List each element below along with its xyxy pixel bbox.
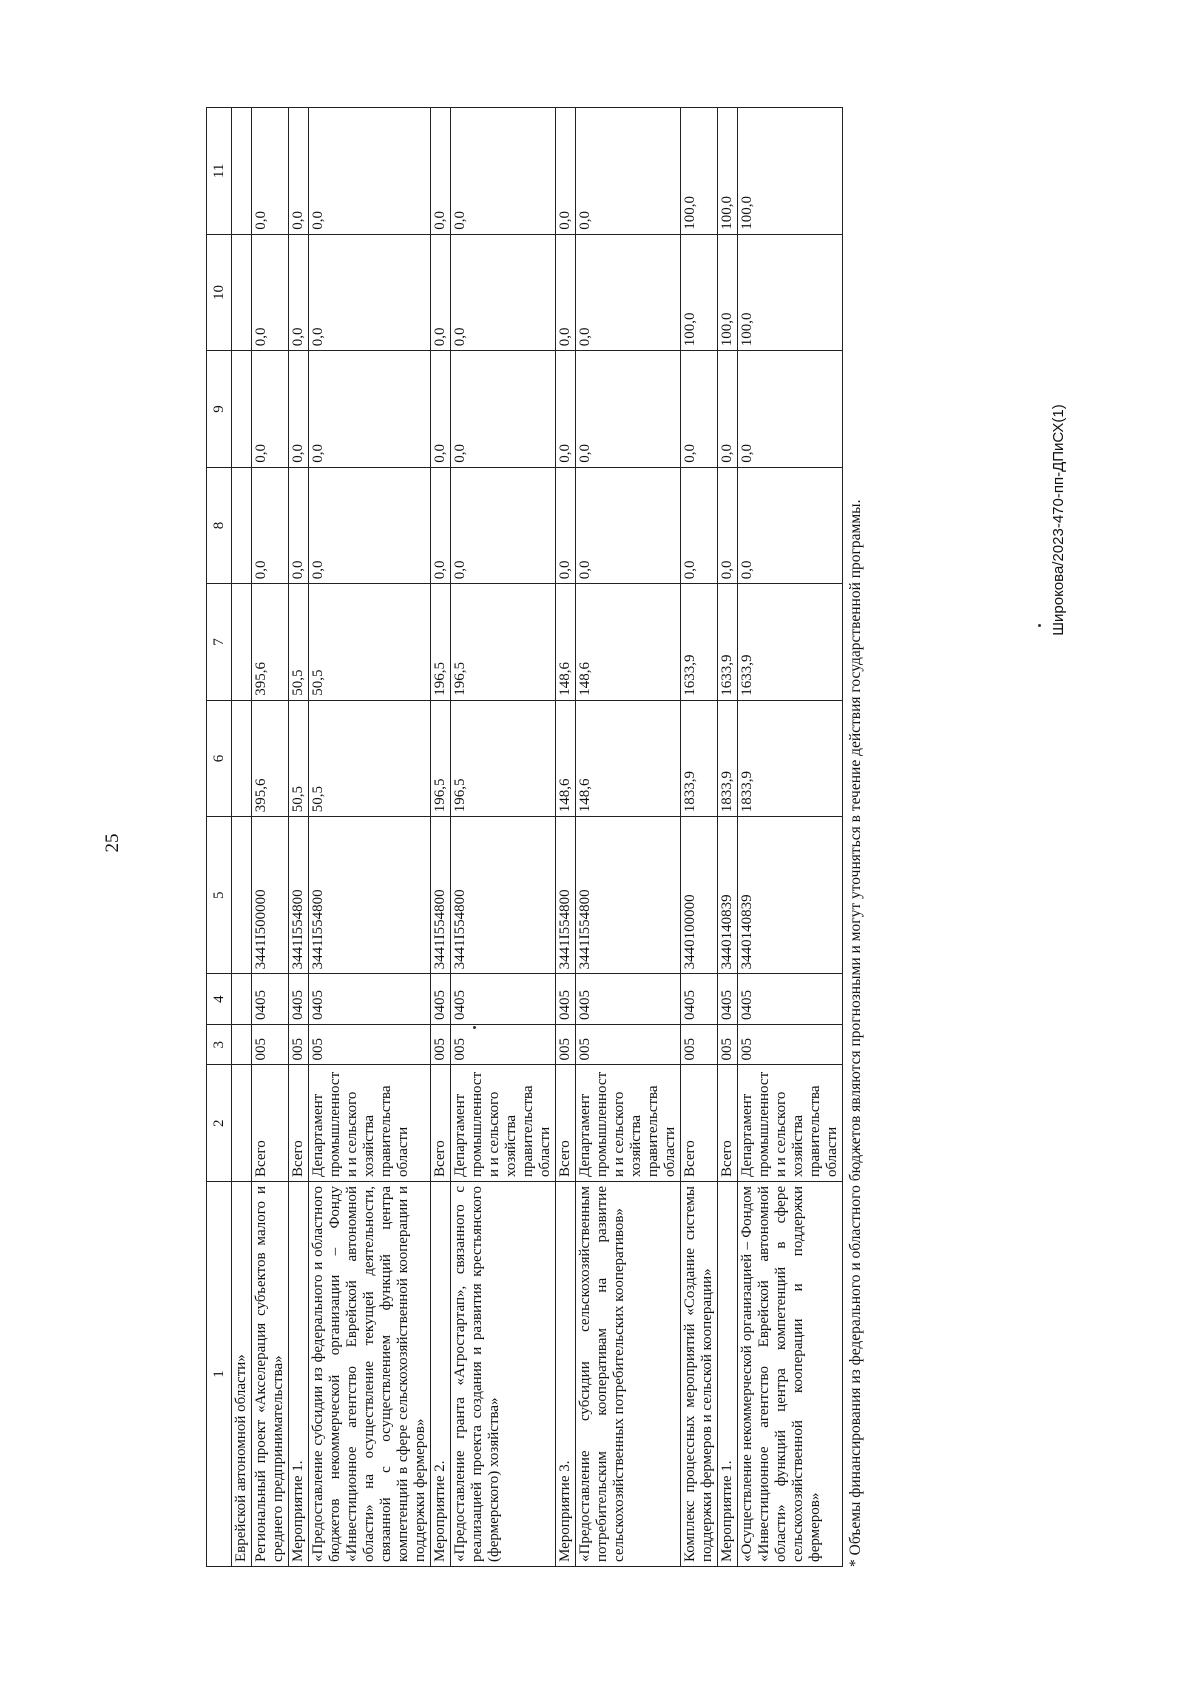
document-reference: Широкова/2023-470-пп-ДПиСХ(1) [1050, 404, 1067, 636]
year-col-8-cell: 0,0 [681, 467, 718, 584]
grbs-code-cell: 005 [309, 1024, 431, 1065]
table-row [738, 108, 843, 1567]
performer-cell: Всего [289, 1065, 309, 1182]
table-row [289, 108, 309, 1567]
year-col-10-cell: 0,0 [431, 234, 451, 351]
grbs-code-cell: 005 [556, 1024, 576, 1065]
year-col-10-cell: 0,0 [252, 234, 289, 351]
grbs-code-cell: 005 [718, 1024, 738, 1065]
table-row [718, 108, 738, 1567]
performer-cell: Департамент промышленности и сельского хозяйства правительства области [576, 1065, 681, 1182]
year-col-8-cell: 0,0 [431, 467, 451, 584]
year-col-11-cell: 0,0 [309, 108, 431, 235]
grbs-code-cell: 005 [252, 1024, 289, 1065]
performer-cell: Департамент промышленности и сельского хозяйства правительства области [451, 1065, 556, 1182]
federal-value-cell: 395,6 [252, 584, 289, 701]
performer-cell: Департамент промышленности и сельского хозяйства правительства области [309, 1065, 431, 1182]
year-col-9-cell: 0,0 [718, 351, 738, 468]
footnote: * Объемы финансирования из федерального и областного бюджетов являются прогнозными и могут уточняться в течение действия государственной программы. [847, 499, 864, 1567]
header-row [207, 108, 232, 1567]
year-col-10-cell: 0,0 [576, 234, 681, 351]
year-col-11-cell: 100,0 [681, 108, 718, 235]
year-col-10-cell: 0,0 [309, 234, 431, 351]
year-col-9-cell: 0,0 [681, 351, 718, 468]
header-cell: 7 [207, 584, 232, 701]
federal-value-cell: 1633,9 [738, 584, 843, 701]
target-article-cell: 3440100000 [681, 817, 718, 974]
federal-value-cell: 1633,9 [681, 584, 718, 701]
activity-name-cell: «Предоставление гранта «Агростартап», связанного с реализацией проекта создания и развития крестьянского (фермерского) хозяйства» [451, 1182, 556, 1567]
total-value-cell: 1833,9 [718, 700, 738, 817]
table-row [576, 108, 681, 1567]
year-col-10-cell: 0,0 [451, 234, 556, 351]
activity-name-cell: Мероприятие 3. [556, 1182, 576, 1567]
total-value-cell: 395,6 [252, 700, 289, 817]
header-cell: 1 [207, 1182, 232, 1567]
total-value-cell: 50,5 [309, 700, 431, 817]
activity-name-cell: Региональный проект «Акселерация субъектов малого и среднего предпринимательства» [252, 1182, 289, 1567]
year-col-8-cell: 0,0 [451, 467, 556, 584]
header-cell: 4 [207, 974, 232, 1025]
section-code-cell: 0405 [252, 974, 289, 1025]
year-col-11-cell: 0,0 [252, 108, 289, 235]
section-code-cell: 0405 [431, 974, 451, 1025]
target-article-cell: 3441I554800 [289, 817, 309, 974]
grbs-code-cell: 005 [289, 1024, 309, 1065]
year-col-9-cell: 0,0 [431, 351, 451, 468]
year-col-9-cell: 0,0 [556, 351, 576, 468]
table-row [451, 108, 556, 1567]
grbs-code-cell: 005 [681, 1024, 718, 1065]
federal-value-cell: 148,6 [576, 584, 681, 701]
section-code-cell: 0405 [718, 974, 738, 1025]
year-col-9-cell: 0,0 [252, 351, 289, 468]
year-col-9-cell: 0,0 [576, 351, 681, 468]
total-value-cell: 196,5 [431, 700, 451, 817]
header-cell: 9 [207, 351, 232, 468]
table-row [309, 108, 431, 1567]
section-code-cell: 0405 [738, 974, 843, 1025]
year-col-9-cell: 0,0 [289, 351, 309, 468]
activity-name-cell: «Осуществление некоммерческой организацией – Фондом «Инвестиционное агентство Еврейской автономной области» функций центра компетенций в сфере сельскохозяйственной кооперации и поддержки фермеров» [738, 1182, 843, 1567]
year-col-8-cell: 0,0 [309, 467, 431, 584]
section-code-cell: 0405 [556, 974, 576, 1025]
financing-table [206, 107, 843, 1567]
section-code-cell: 0405 [289, 974, 309, 1025]
target-article-cell: 3440140839 [738, 817, 843, 974]
federal-value-cell: 50,5 [309, 584, 431, 701]
rotated-table-container [206, 107, 976, 1567]
total-value-cell: 1833,9 [681, 700, 718, 817]
target-article-cell: 3441I554800 [431, 817, 451, 974]
year-col-9-cell: 0,0 [451, 351, 556, 468]
year-col-11-cell: 100,0 [738, 108, 843, 235]
header-cell: 6 [207, 700, 232, 817]
total-value-cell: 50,5 [289, 700, 309, 817]
total-value-cell: 148,6 [576, 700, 681, 817]
table-row [431, 108, 451, 1567]
section-code-cell: 0405 [309, 974, 431, 1025]
year-col-8-cell: 0,0 [289, 467, 309, 584]
section-title: Еврейской автономной области» [232, 1182, 252, 1567]
federal-value-cell: 196,5 [451, 584, 556, 701]
target-article-cell: 3441I500000 [252, 817, 289, 974]
year-col-9-cell: 0,0 [738, 351, 843, 468]
year-col-8-cell: 0,0 [252, 467, 289, 584]
grbs-code-cell: 005 [431, 1024, 451, 1065]
grbs-code-cell: 005 [451, 1024, 556, 1065]
target-article-cell: 3441I554800 [451, 817, 556, 974]
year-col-10-cell: 100,0 [738, 234, 843, 351]
target-article-cell: 3441I554800 [309, 817, 431, 974]
header-cell: 8 [207, 467, 232, 584]
activity-name-cell: «Предоставление субсидии из федерального и областного бюджетов некоммерческой организации – Фонду «Инвестиционное агентство Еврейской автономной области» на осуществление текущей деятельности, связанной с осуществлением функций центра компетенций в сфере сельскохозяйственной кооперации и поддержки фермеров» [309, 1182, 431, 1567]
total-value-cell: 196,5 [451, 700, 556, 817]
federal-value-cell: 1633,9 [718, 584, 738, 701]
scan-speck [1038, 624, 1041, 627]
year-col-8-cell: 0,0 [718, 467, 738, 584]
total-value-cell: 148,6 [556, 700, 576, 817]
performer-cell: Всего [681, 1065, 718, 1182]
year-col-8-cell: 0,0 [738, 467, 843, 584]
section-row [232, 108, 252, 1567]
grbs-code-cell: 005 [576, 1024, 681, 1065]
activity-name-cell: «Предоставление субсидии сельскохозяйственным потребительским кооперативам на развитие сельскохозяйственных потребительских кооперативов» [576, 1182, 681, 1567]
activity-name-cell: Комплекс процессных мероприятий «Создание системы поддержки фермеров и сельской кооперации» [681, 1182, 718, 1567]
performer-cell: Всего [252, 1065, 289, 1182]
year-col-11-cell: 0,0 [431, 108, 451, 235]
section-code-cell: 0405 [576, 974, 681, 1025]
section-code-cell: 0405 [451, 974, 556, 1025]
federal-value-cell: 50,5 [289, 584, 309, 701]
header-cell: 3 [207, 1024, 232, 1065]
year-col-8-cell: 0,0 [576, 467, 681, 584]
year-col-11-cell: 0,0 [556, 108, 576, 235]
header-cell: 5 [207, 817, 232, 974]
page-number: 25 [102, 833, 123, 853]
section-code-cell: 0405 [681, 974, 718, 1025]
year-col-10-cell: 100,0 [718, 234, 738, 351]
year-col-10-cell: 100,0 [681, 234, 718, 351]
year-col-11-cell: 0,0 [289, 108, 309, 235]
table-row [252, 108, 289, 1567]
table-row [681, 108, 718, 1567]
year-col-11-cell: 0,0 [451, 108, 556, 235]
target-article-cell: 3441I554800 [556, 817, 576, 974]
total-value-cell: 1833,9 [738, 700, 843, 817]
year-col-10-cell: 0,0 [556, 234, 576, 351]
header-cell: 11 [207, 108, 232, 235]
year-col-11-cell: 100,0 [718, 108, 738, 235]
federal-value-cell: 148,6 [556, 584, 576, 701]
activity-name-cell: Мероприятие 1. [718, 1182, 738, 1567]
year-col-8-cell: 0,0 [556, 467, 576, 584]
header-cell: 2 [207, 1065, 232, 1182]
table-row [556, 108, 576, 1567]
activity-name-cell: Мероприятие 1. [289, 1182, 309, 1567]
federal-value-cell: 196,5 [431, 584, 451, 701]
year-col-11-cell: 0,0 [576, 108, 681, 235]
performer-cell: Всего [556, 1065, 576, 1182]
activity-name-cell: Мероприятие 2. [431, 1182, 451, 1567]
target-article-cell: 3441I554800 [576, 817, 681, 974]
header-cell: 10 [207, 234, 232, 351]
year-col-10-cell: 0,0 [289, 234, 309, 351]
table-body [252, 108, 843, 1567]
year-col-9-cell: 0,0 [309, 351, 431, 468]
performer-cell: Департамент промышленности и сельского хозяйства правительства области [738, 1065, 843, 1182]
performer-cell: Всего [718, 1065, 738, 1182]
grbs-code-cell: 005 [738, 1024, 843, 1065]
target-article-cell: 3440140839 [718, 817, 738, 974]
performer-cell: Всего [431, 1065, 451, 1182]
